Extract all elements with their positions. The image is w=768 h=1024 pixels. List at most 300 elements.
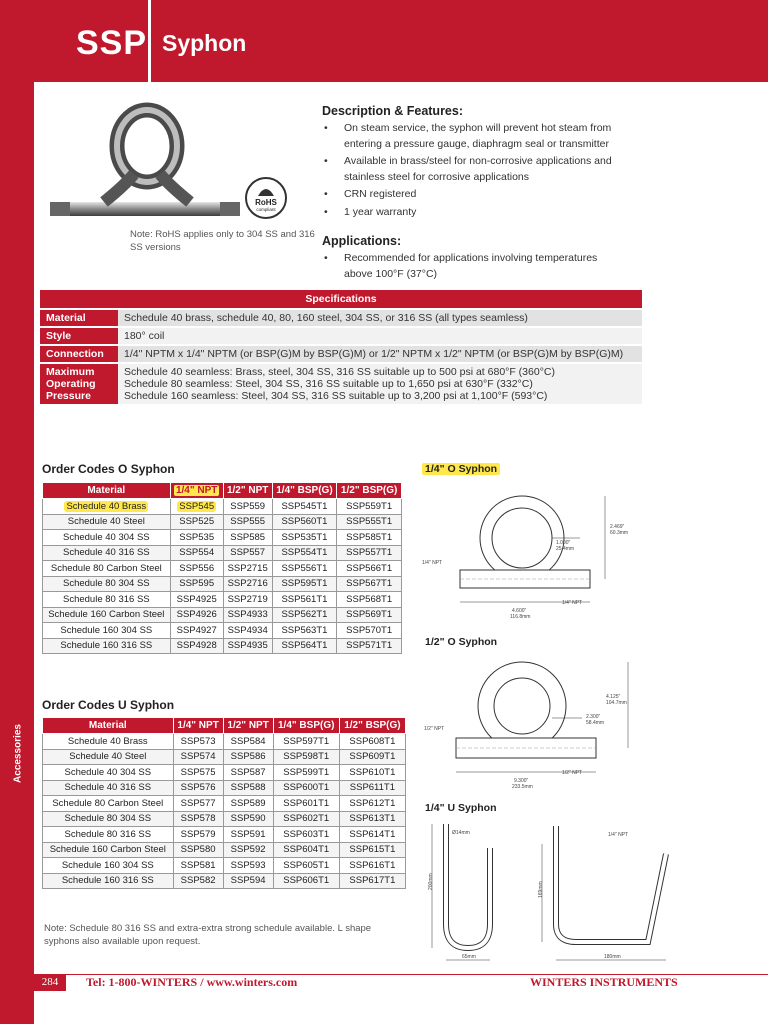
cell-text: Schedule 80 316 SS (64, 828, 152, 840)
spec-row (40, 309, 642, 327)
cell-text: Schedule 80 304 SS (64, 813, 152, 825)
u-syphon-quarter-drawing (420, 814, 680, 966)
cell-text: SSP609T1 (349, 751, 396, 763)
spec-value: Schedule 40 brass, schedule 40, 80, 160 steel, 304 SS, or 316 SS (all types seamless) (118, 309, 642, 327)
order-code-cell (173, 873, 223, 889)
order-code-cell (337, 561, 402, 577)
cell-text: SSP575 (180, 766, 216, 778)
rohs-note: Note: RoHS applies only to 304 SS and 316 SS versions (130, 229, 315, 253)
table-row (43, 576, 402, 592)
dim-label: 25.4mm (556, 546, 575, 552)
material-cell (43, 749, 174, 765)
order-code-cell (223, 530, 272, 546)
spec-label: Connection (40, 345, 118, 363)
cell-text: SSP608T1 (349, 735, 396, 747)
spec-label-line: Operating (46, 378, 96, 390)
rohs-badge (244, 176, 288, 220)
order-code-cell (339, 858, 405, 874)
dim-label: 1/4" NPT (422, 560, 443, 566)
spec-label-line: Pressure (46, 390, 91, 402)
spec-label-line: Maximum (46, 366, 95, 378)
feature-item: • CRN registered (322, 187, 622, 203)
order-code-cell (223, 623, 272, 639)
order-code-cell (223, 607, 272, 623)
cell-text: SSP591 (230, 828, 266, 840)
material-cell (43, 530, 171, 546)
material-cell (43, 811, 174, 827)
cell-text: SSP617T1 (349, 875, 396, 887)
cell-text: SSP559T1 (346, 500, 393, 512)
column-header: 1/4" BSP(G) (273, 718, 339, 734)
cell-text: SSP4928 (176, 640, 217, 652)
column-header: Material (43, 718, 174, 734)
dim-label: 180mm (604, 954, 621, 960)
order-code-cell (223, 561, 272, 577)
order-code-cell (170, 623, 223, 639)
cell-text: SSP580 (180, 844, 216, 856)
order-code-cell (223, 827, 273, 843)
table-row (43, 638, 402, 654)
order-code-cell (273, 749, 339, 765)
order-code-cell (272, 638, 337, 654)
order-code-cell (223, 734, 273, 750)
cell-text: SSP594 (230, 875, 266, 887)
material-cell (43, 858, 174, 874)
order-code-cell (272, 514, 337, 530)
order-code-cell (273, 765, 339, 781)
dim-label: 4.600" (512, 608, 527, 614)
cell-text: Schedule 160 Carbon Steel (49, 844, 166, 856)
product-code: SSP (76, 24, 148, 62)
order-code-cell (223, 842, 273, 858)
highlighted-header: 1/4" NPT (175, 485, 218, 496)
order-code-cell (337, 592, 402, 608)
order-code-cell (339, 765, 405, 781)
cell-text: SSP556 (179, 562, 215, 574)
cell-text: SSP585 (230, 531, 266, 543)
order-code-cell (337, 638, 402, 654)
dim-label: 1.000" (556, 540, 571, 546)
cell-text: SSP603T1 (283, 828, 330, 840)
spec-label: Material (40, 309, 118, 327)
specifications-table (40, 290, 642, 404)
material-cell (43, 873, 174, 889)
order-code-cell (223, 873, 273, 889)
o-syphon-quarter-drawing (420, 478, 645, 628)
order-code-cell (273, 827, 339, 843)
order-code-cell (223, 811, 273, 827)
table-row (43, 607, 402, 623)
drawing-title-o-half: 1/2" O Syphon (425, 636, 498, 648)
cell-text: SSP592 (230, 844, 266, 856)
cell-text: SSP586 (230, 751, 266, 763)
cell-text: SSP589 (230, 797, 266, 809)
order-code-cell (272, 592, 337, 608)
order-code-cell (170, 514, 223, 530)
material-cell (43, 499, 171, 515)
order-code-cell (337, 576, 402, 592)
column-header: 1/2" NPT (223, 483, 272, 499)
cell-text: SSP535T1 (281, 531, 328, 543)
cell-text: Schedule 40 316 SS (63, 547, 150, 559)
order-code-cell (223, 514, 272, 530)
table-row (43, 765, 406, 781)
order-code-cell (273, 858, 339, 874)
cell-text: SSP4927 (176, 624, 217, 636)
cell-text: SSP2719 (227, 593, 268, 605)
cell-text: SSP570T1 (346, 624, 393, 636)
order-code-cell (339, 796, 405, 812)
dim-label: 58.4mm (586, 720, 605, 726)
cell-text: SSP4925 (176, 593, 217, 605)
dim-label: 1/2" NPT (562, 770, 583, 776)
material-cell (43, 607, 171, 623)
dim-label: 200mm (428, 873, 434, 890)
cell-text: SSP612T1 (349, 797, 396, 809)
cell-text: SSP599T1 (283, 766, 330, 778)
dim-label: 116.8mm (510, 614, 531, 620)
cell-text: SSP577 (180, 797, 216, 809)
order-code-cell (170, 545, 223, 561)
order-code-cell (339, 827, 405, 843)
dim-label: Ø14mm (452, 830, 470, 836)
dim-label: 2.469" (610, 524, 625, 530)
order-code-cell (339, 842, 405, 858)
material-cell (43, 514, 171, 530)
material-cell (43, 561, 171, 577)
spec-value (118, 363, 642, 404)
order-code-cell (173, 780, 223, 796)
cell-text: SSP615T1 (349, 844, 396, 856)
feature-list (322, 121, 622, 222)
order-code-cell (272, 623, 337, 639)
cell-text: SSP585T1 (346, 531, 393, 543)
dim-label: 2.300" (586, 714, 601, 720)
description-heading: Description & Features: (322, 104, 464, 118)
material-cell (43, 576, 171, 592)
o-syphon-half-drawing (420, 648, 645, 798)
table-row (43, 514, 402, 530)
order-code-cell (223, 780, 273, 796)
order-code-cell (273, 842, 339, 858)
order-code-cell (223, 638, 272, 654)
spec-value: 1/4" NPTM x 1/4" NPTM (or BSP(G)M by BSP(G)M) or 1/2" NPTM x 1/2" NPTM (or BSP(G)M by BSP(G)M) (118, 345, 642, 363)
cell-text: SSP579 (180, 828, 216, 840)
cell-text: SSP557 (230, 547, 266, 559)
material-cell (43, 765, 174, 781)
cell-text: SSP560T1 (281, 516, 328, 528)
order-codes-u-heading: Order Codes U Syphon (42, 698, 175, 712)
cell-text: SSP525 (179, 516, 215, 528)
order-code-cell (339, 780, 405, 796)
cell-text: SSP4933 (227, 609, 268, 621)
cell-text: Schedule 160 304 SS (60, 624, 153, 636)
pressure-line: Schedule 80 seamless: Steel, 304 SS, 316 SS suitable up to 1,650 psi at 630°F (332°C) (124, 378, 533, 390)
cell-text: Schedule 40 Steel (67, 516, 145, 528)
cell-text: Schedule 40 304 SS (63, 531, 150, 543)
cell-text: SSP576 (180, 782, 216, 794)
order-code-cell (339, 749, 405, 765)
table-row (43, 842, 406, 858)
specifications-heading: Specifications (40, 290, 642, 309)
order-code-cell (173, 811, 223, 827)
cell-text: SSP559 (230, 500, 266, 512)
cell-text: Schedule 160 316 SS (61, 875, 154, 887)
column-header: 1/2" BSP(G) (337, 483, 402, 499)
cell-text: SSP556T1 (281, 562, 328, 574)
dim-label: 9.300" (514, 778, 529, 784)
section-tab-label: Accessories (12, 724, 24, 783)
cell-text: SSP545T1 (281, 500, 328, 512)
order-code-cell (173, 749, 223, 765)
cell-text: SSP571T1 (346, 640, 393, 652)
material-cell (43, 734, 174, 750)
table-row (43, 561, 402, 577)
material-cell (43, 638, 171, 654)
cell-text: SSP600T1 (283, 782, 330, 794)
order-code-cell (223, 796, 273, 812)
cell-text: SSP561T1 (281, 593, 328, 605)
cell-text: SSP4935 (227, 640, 268, 652)
column-header (170, 483, 223, 499)
cell-text: SSP605T1 (283, 859, 330, 871)
order-code-cell (170, 576, 223, 592)
order-codes-u-body (43, 734, 406, 889)
cell-text: SSP595T1 (281, 578, 328, 590)
cell-text: SSP595 (179, 578, 215, 590)
order-code-cell (337, 514, 402, 530)
order-code-cell (273, 734, 339, 750)
cell-text: SSP610T1 (349, 766, 396, 778)
order-code-cell (223, 765, 273, 781)
dim-label: 1/4" NPT (562, 600, 583, 606)
cell-text: Schedule 160 304 SS (61, 859, 154, 871)
order-code-cell (337, 607, 402, 623)
cell-text: SSP568T1 (346, 593, 393, 605)
header-divider (148, 0, 151, 82)
order-code-cell (272, 561, 337, 577)
rohs-text: RoHS (255, 198, 277, 207)
cell-text: SSP554T1 (281, 547, 328, 559)
cell-text: SSP590 (230, 813, 266, 825)
cell-text: Schedule 40 304 SS (64, 766, 152, 778)
table-row (43, 499, 402, 515)
cell-text: SSP597T1 (283, 735, 330, 747)
brand-name: WINTERS INSTRUMENTS (530, 975, 678, 989)
cell-text: SSP2715 (227, 562, 268, 574)
cell-text: SSP574 (180, 751, 216, 763)
column-header: 1/2" BSP(G) (339, 718, 405, 734)
cell-text: SSP4926 (176, 609, 217, 621)
material-cell (43, 827, 174, 843)
page-number: 284 (41, 976, 59, 988)
table-row (43, 592, 402, 608)
spec-row (40, 345, 642, 363)
order-code-cell (223, 749, 273, 765)
table-row (43, 780, 406, 796)
order-code-cell (223, 576, 272, 592)
order-codes-o-heading: Order Codes O Syphon (42, 462, 175, 476)
order-codes-o-table (42, 482, 402, 654)
page-title: Syphon (162, 30, 247, 56)
cell-text: SSP606T1 (283, 875, 330, 887)
order-code-cell (337, 530, 402, 546)
order-code-cell (223, 545, 272, 561)
order-code-cell (272, 607, 337, 623)
order-code-cell (273, 873, 339, 889)
order-code-cell (173, 858, 223, 874)
order-code-cell (273, 780, 339, 796)
dim-label: 1/4" NPT (608, 832, 629, 838)
cell-text: Schedule 80 Carbon Steel (50, 562, 162, 574)
column-header: 1/4" BSP(G) (272, 483, 337, 499)
table-row (43, 530, 402, 546)
application-item: • Recommended for applications involving temperatures above 100°F (37°C) (322, 251, 602, 282)
order-code-cell (272, 530, 337, 546)
order-code-cell (337, 499, 402, 515)
order-code-cell (273, 796, 339, 812)
cell-text: SSP535 (179, 531, 215, 543)
cell-text: SSP588 (230, 782, 266, 794)
cell-text: SSP555 (230, 516, 266, 528)
order-code-cell (339, 873, 405, 889)
cell-text: Schedule 80 304 SS (63, 578, 150, 590)
cell-text: SSP566T1 (346, 562, 393, 574)
spec-row (40, 327, 642, 345)
order-code-cell (337, 623, 402, 639)
order-code-cell (170, 638, 223, 654)
table-row (43, 545, 402, 561)
order-code-cell (337, 545, 402, 561)
cell-text: SSP555T1 (346, 516, 393, 528)
order-code-cell (272, 576, 337, 592)
order-code-cell (173, 842, 223, 858)
cell-text: SSP604T1 (283, 844, 330, 856)
order-code-cell (173, 796, 223, 812)
dim-label: 4.125" (606, 694, 621, 700)
order-code-cell (170, 607, 223, 623)
cell-text: SSP567T1 (346, 578, 393, 590)
dim-label: 233.5mm (512, 784, 533, 790)
order-codes-u-table (42, 717, 406, 889)
cell-text: SSP613T1 (349, 813, 396, 825)
drawing-title-o-quarter (422, 463, 500, 475)
feature-item: • 1 year warranty (322, 205, 622, 221)
cell-text: Schedule 40 316 SS (64, 782, 152, 794)
column-header: Material (43, 483, 171, 499)
order-code-cell (272, 499, 337, 515)
pressure-line: Schedule 40 seamless: Brass, steel, 304 SS, 316 SS suitable up to 500 psi at 680°F (360°C) (124, 366, 555, 378)
material-cell (43, 623, 171, 639)
cell-text: Schedule 160 316 SS (60, 640, 153, 652)
cell-text: SSP573 (180, 735, 216, 747)
order-code-cell (273, 811, 339, 827)
availability-note: Note: Schedule 80 316 SS and extra-extra strong schedule available. L shape syphons also available upon request. (44, 923, 372, 947)
cell-text: SSP2716 (227, 578, 268, 590)
spec-row (40, 363, 642, 404)
order-code-cell (272, 545, 337, 561)
cell-text: SSP602T1 (283, 813, 330, 825)
cell-text: Schedule 80 Carbon Steel (52, 797, 164, 809)
dim-label: 169mm (538, 881, 544, 898)
highlighted-title: 1/4" O Syphon (422, 463, 500, 475)
cell-text: Schedule 40 Steel (69, 751, 147, 763)
cell-text: SSP584 (230, 735, 266, 747)
rohs-sub: compliant (256, 207, 276, 212)
syphon-photo (44, 90, 244, 230)
feature-item: • On steam service, the syphon will prevent hot steam from entering a pressure gauge, diaphragm seal or transmitter (322, 121, 622, 152)
table-row (43, 623, 402, 639)
cell-text: SSP564T1 (281, 640, 328, 652)
cell-text: SSP545 (179, 500, 215, 512)
cell-text: SSP578 (180, 813, 216, 825)
cell-text: SSP557T1 (346, 547, 393, 559)
cell-text: SSP614T1 (349, 828, 396, 840)
order-code-cell (170, 592, 223, 608)
order-code-cell (223, 858, 273, 874)
order-code-cell (173, 734, 223, 750)
cell-text: SSP582 (180, 875, 216, 887)
order-code-cell (173, 827, 223, 843)
contact-info: Tel: 1-800-WINTERS / www.winters.com (86, 975, 298, 989)
side-strip (0, 82, 34, 1024)
table-row (43, 749, 406, 765)
cell-text: SSP581 (180, 859, 216, 871)
dim-label: 104.7mm (606, 700, 627, 706)
material-cell (43, 592, 171, 608)
applications-heading: Applications: (322, 234, 402, 248)
spec-label: Style (40, 327, 118, 345)
spec-value: 180° coil (118, 327, 642, 345)
order-code-cell (223, 592, 272, 608)
cell-text: Schedule 80 316 SS (63, 593, 150, 605)
order-code-cell (223, 499, 272, 515)
order-code-cell (170, 499, 223, 515)
table-row (43, 873, 406, 889)
dim-label: 60.3mm (610, 530, 629, 536)
material-cell (43, 545, 171, 561)
cell-text: SSP616T1 (349, 859, 396, 871)
cell-text: SSP593 (230, 859, 266, 871)
pressure-line: Schedule 160 seamless: Steel, 304 SS, 316 SS suitable up to 3,200 psi at 1,100°F (593°C) (124, 390, 548, 402)
table-row (43, 827, 406, 843)
material-cell (43, 842, 174, 858)
cell-text: SSP562T1 (281, 609, 328, 621)
table-row (43, 796, 406, 812)
cell-text: SSP563T1 (281, 624, 328, 636)
cell-text: SSP598T1 (283, 751, 330, 763)
cell-text: SSP569T1 (346, 609, 393, 621)
material-cell (43, 780, 174, 796)
cell-text: SSP554 (179, 547, 215, 559)
order-code-cell (173, 765, 223, 781)
spec-label (40, 363, 118, 404)
feature-item: • Available in brass/steel for non-corrosive applications and stainless steel for corrosive applications (322, 154, 622, 185)
drawing-title-u-quarter: 1/4" U Syphon (425, 802, 497, 814)
order-codes-o-body (43, 499, 402, 654)
dim-label: 65mm (462, 954, 476, 960)
table-row (43, 734, 406, 750)
cell-text: Schedule 40 Brass (67, 735, 148, 747)
cell-text: SSP4934 (227, 624, 268, 636)
order-code-cell (339, 734, 405, 750)
table-row (43, 811, 406, 827)
order-code-cell (339, 811, 405, 827)
cell-text: SSP601T1 (283, 797, 330, 809)
cell-text: Schedule 160 Carbon Steel (48, 609, 165, 621)
cell-text: SSP587 (230, 766, 266, 778)
column-header: 1/4" NPT (173, 718, 223, 734)
